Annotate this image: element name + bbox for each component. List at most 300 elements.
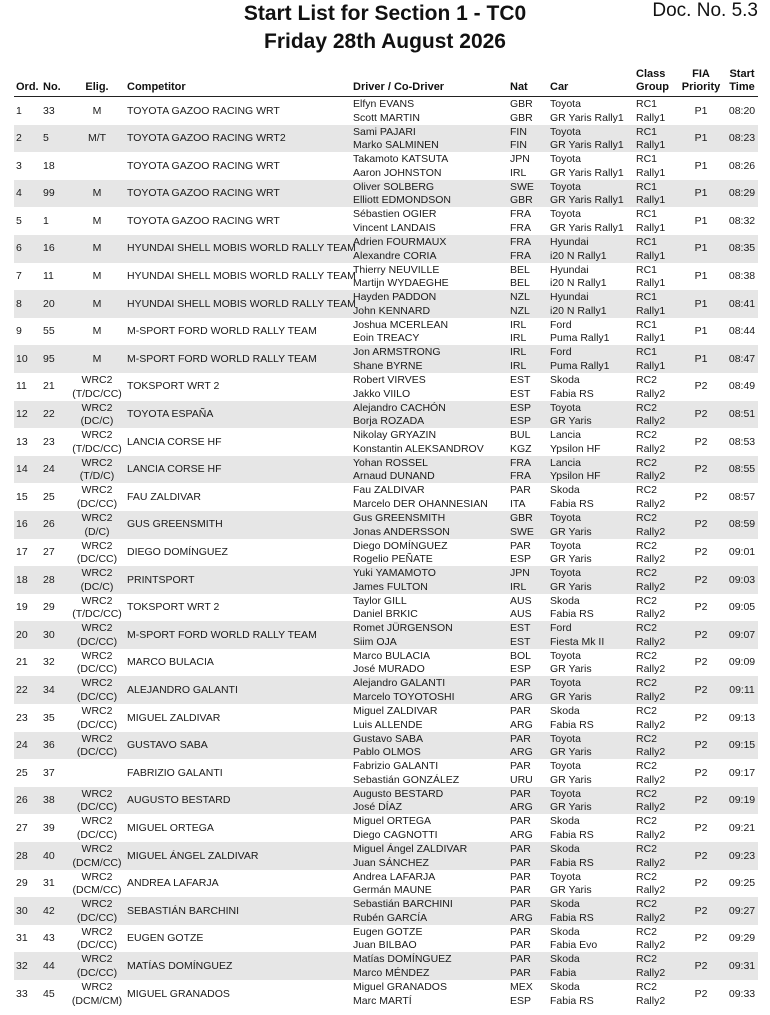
row-car-model: Fabia RS <box>550 497 594 510</box>
header-nat: Nat <box>510 81 528 93</box>
row-eligibility: WRC2 <box>81 898 113 911</box>
table-row <box>14 290 758 318</box>
row-eligibility-detail: (D/C) <box>84 525 110 538</box>
row-driver-nat: GBR <box>510 511 533 524</box>
row-driver: Hayden PADDON <box>353 291 437 304</box>
row-codriver-nat: ESP <box>510 994 532 1007</box>
row-number: 36 <box>43 739 55 752</box>
row-class: RC1 <box>636 98 658 110</box>
row-driver-nat: PAR <box>510 760 531 773</box>
row-driver: Fabrizio GALANTI <box>353 760 439 773</box>
table-row <box>14 566 758 594</box>
row-driver-nat: AUS <box>510 594 532 607</box>
row-eligibility: M <box>92 214 102 227</box>
row-number: 27 <box>43 546 55 558</box>
row-priority: P1 <box>694 270 708 283</box>
row-group: Rally2 <box>636 773 666 786</box>
row-class: RC1 <box>636 235 658 248</box>
row-competitor: GUSTAVO SABA <box>127 739 208 752</box>
row-driver: Romet JÜRGENSON <box>353 622 453 635</box>
row-eligibility: WRC2 <box>81 622 113 635</box>
row-codriver: Marco MÉNDEZ <box>353 967 430 979</box>
row-eligibility: WRC2 <box>81 567 113 580</box>
row-class: RC1 <box>636 346 658 359</box>
row-driver: Yohan ROSSEL <box>353 456 428 469</box>
table-row <box>14 704 758 732</box>
table-row <box>14 263 758 291</box>
table-row <box>14 621 758 649</box>
row-class: RC2 <box>636 649 658 662</box>
row-driver: Yuki YAMAMOTO <box>353 567 436 580</box>
row-competitor: LANCIA CORSE HF <box>127 463 222 476</box>
row-start-time: 08:57 <box>728 490 756 503</box>
row-codriver: Martijn WYDAEGHE <box>353 277 449 290</box>
row-eligibility-detail: (DC/CC) <box>76 829 118 842</box>
row-class: RC2 <box>636 677 658 690</box>
row-start-time: 08:59 <box>728 518 756 531</box>
row-codriver: Marko SALMINEN <box>353 139 439 152</box>
row-eligibility-detail: (DC/C) <box>80 415 114 428</box>
row-codriver-nat: URU <box>510 773 533 786</box>
row-codriver: Borja ROZADA <box>353 415 425 428</box>
row-driver-nat: ESP <box>510 401 532 414</box>
row-codriver-nat: IRL <box>510 332 527 345</box>
row-competitor: M-SPORT FORD WORLD RALLY TEAM <box>127 352 317 365</box>
row-eligibility-detail: (DC/CC) <box>76 801 118 814</box>
row-class: RC2 <box>636 870 658 883</box>
table-row <box>14 401 758 429</box>
row-codriver-nat: ARG <box>510 718 533 731</box>
row-car-make: Toyota <box>550 98 581 110</box>
row-eligibility-detail: (DCM/CC) <box>72 856 122 869</box>
row-competitor: M-SPORT FORD WORLD RALLY TEAM <box>127 628 317 641</box>
row-priority: P2 <box>694 573 708 586</box>
row-car-make: Hyundai <box>550 291 589 304</box>
row-car-make: Skoda <box>550 373 580 386</box>
row-driver-nat: NZL <box>510 291 530 304</box>
row-driver-nat: PAR <box>510 484 531 497</box>
row-class: RC2 <box>636 567 658 580</box>
row-start-time: 09:03 <box>728 573 756 586</box>
row-group: Rally2 <box>636 442 666 455</box>
row-ord: 30 <box>16 904 28 917</box>
row-start-time: 09:05 <box>728 601 756 614</box>
row-competitor: M-SPORT FORD WORLD RALLY TEAM <box>127 325 317 338</box>
row-driver-nat: SWE <box>510 180 534 193</box>
row-car-model: GR Yaris Rally1 <box>550 111 624 124</box>
row-group: Rally1 <box>636 277 666 290</box>
row-ord: 8 <box>16 297 22 310</box>
table-row <box>14 925 758 953</box>
row-driver: Sami PAJARI <box>353 125 416 138</box>
row-codriver: José MURADO <box>353 663 425 676</box>
row-car-make: Ford <box>550 318 572 331</box>
row-competitor: TOKSPORT WRT 2 <box>127 380 220 393</box>
row-eligibility: WRC2 <box>81 649 113 662</box>
table-row <box>14 152 758 180</box>
row-car-make: Skoda <box>550 925 580 938</box>
row-ord: 7 <box>16 270 22 283</box>
row-class: RC2 <box>636 925 658 938</box>
row-car-make: Ford <box>550 346 572 359</box>
row-driver: Robert VIRVES <box>353 373 426 386</box>
row-group: Rally2 <box>636 967 666 979</box>
row-priority: P2 <box>694 518 708 531</box>
row-priority: P1 <box>694 325 708 338</box>
row-eligibility: M <box>92 270 102 283</box>
row-competitor: TOYOTA ESPAÑA <box>127 408 214 421</box>
row-codriver-nat: ESP <box>510 415 532 428</box>
row-car-model: Fabia RS <box>550 608 594 621</box>
row-number: 95 <box>43 352 55 365</box>
row-group: Rally1 <box>636 166 666 179</box>
row-driver-nat: GBR <box>510 98 533 110</box>
row-eligibility-detail: (DC/CC) <box>76 967 118 979</box>
row-group: Rally2 <box>636 939 666 952</box>
row-codriver-nat: FRA <box>510 470 531 483</box>
row-codriver: Sebastián GONZÁLEZ <box>353 773 460 786</box>
row-competitor: MIGUEL GRANADOS <box>127 987 230 1000</box>
row-codriver-nat: AUS <box>510 608 532 621</box>
row-eligibility: M <box>92 352 102 365</box>
row-car-model: GR Yaris <box>550 663 592 676</box>
table-row <box>14 787 758 815</box>
row-car-make: Toyota <box>550 539 581 552</box>
row-priority: P1 <box>694 159 708 172</box>
row-driver-nat: PAR <box>510 705 531 718</box>
row-car-model: Puma Rally1 <box>550 332 610 345</box>
table-row <box>14 483 758 511</box>
row-number: 1 <box>43 214 49 227</box>
row-group: Rally2 <box>636 553 666 566</box>
table-row <box>14 952 758 980</box>
row-driver-nat: FRA <box>510 208 531 221</box>
row-car-make: Toyota <box>550 567 581 580</box>
table-row <box>14 511 758 539</box>
row-class: RC2 <box>636 456 658 469</box>
row-car-model: GR Yaris <box>550 691 592 704</box>
row-codriver: Konstantin ALEKSANDROV <box>353 442 484 455</box>
row-class: RC2 <box>636 484 658 497</box>
row-number: 99 <box>43 187 55 200</box>
row-codriver-nat: SWE <box>510 525 534 538</box>
row-group: Rally1 <box>636 249 666 262</box>
row-codriver: Juan SÁNCHEZ <box>353 856 429 869</box>
row-group: Rally2 <box>636 470 666 483</box>
row-codriver-nat: PAR <box>510 884 531 897</box>
row-car-model: GR Yaris <box>550 580 592 593</box>
row-driver-nat: BOL <box>510 649 532 662</box>
row-codriver: Rubén GARCÍA <box>353 911 428 924</box>
row-car-model: GR Yaris Rally1 <box>550 139 624 152</box>
row-ord: 33 <box>16 987 28 1000</box>
row-group: Rally2 <box>636 746 666 759</box>
header-start: Start <box>729 68 755 80</box>
row-driver-nat: PAR <box>510 925 531 938</box>
row-driver-nat: PAR <box>510 539 531 552</box>
row-driver-nat: FIN <box>510 125 527 138</box>
row-priority: P2 <box>694 656 708 669</box>
row-class: RC2 <box>636 953 658 966</box>
row-competitor: MARCO BULACIA <box>127 656 214 669</box>
row-codriver-nat: EST <box>510 387 531 400</box>
row-ord: 4 <box>16 187 22 200</box>
row-class: RC2 <box>636 373 658 386</box>
row-competitor: TOYOTA GAZOO RACING WRT <box>127 214 280 227</box>
table-row <box>14 456 758 484</box>
header-no: No. <box>43 81 61 93</box>
row-car-model: i20 N Rally1 <box>550 304 607 317</box>
row-class: RC1 <box>636 153 658 166</box>
row-ord: 9 <box>16 325 22 338</box>
row-codriver: Siim OJA <box>353 635 397 648</box>
row-ord: 26 <box>16 794 28 807</box>
row-driver: Elfyn EVANS <box>353 98 415 110</box>
row-class: RC1 <box>636 125 658 138</box>
row-eligibility: WRC2 <box>81 870 113 883</box>
row-car-make: Toyota <box>550 732 581 745</box>
row-car-model: GR Yaris <box>550 553 592 566</box>
row-car-make: Toyota <box>550 677 581 690</box>
row-ord: 17 <box>16 546 28 558</box>
row-car-make: Skoda <box>550 484 580 497</box>
row-group: Rally1 <box>636 111 666 124</box>
row-car-model: Ypsilon HF <box>550 470 601 483</box>
page-title-line-1: Start List for Section 1 - TC0 <box>243 2 527 25</box>
row-priority: P2 <box>694 601 708 614</box>
row-priority: P2 <box>694 959 708 972</box>
row-class: RC2 <box>636 622 658 635</box>
row-codriver-nat: IRL <box>510 359 527 372</box>
row-group: Rally2 <box>636 829 666 842</box>
row-group: Rally2 <box>636 525 666 538</box>
row-car-make: Skoda <box>550 705 580 718</box>
row-codriver: Aaron JOHNSTON <box>353 166 442 179</box>
row-driver-nat: IRL <box>510 346 527 359</box>
row-priority: P1 <box>694 297 708 310</box>
header-elig: Elig. <box>85 81 109 93</box>
row-car-make: Toyota <box>550 649 581 662</box>
row-eligibility-detail: (T/DC/CC) <box>72 442 122 455</box>
row-number: 25 <box>43 490 55 503</box>
row-number: 28 <box>43 573 55 586</box>
row-ord: 14 <box>16 463 28 476</box>
row-codriver: Elliott EDMONDSON <box>353 194 452 207</box>
row-start-time: 09:21 <box>728 821 756 834</box>
row-ord: 28 <box>16 849 28 862</box>
row-competitor: GUS GREENSMITH <box>127 518 223 531</box>
row-ord: 25 <box>16 766 28 779</box>
row-driver-nat: JPN <box>510 567 530 580</box>
row-eligibility: WRC2 <box>81 981 113 993</box>
row-number: 31 <box>43 877 55 890</box>
row-start-time: 08:29 <box>728 187 756 200</box>
row-number: 55 <box>43 325 55 338</box>
table-row <box>14 732 758 760</box>
row-group: Rally1 <box>636 359 666 372</box>
row-start-time: 08:32 <box>728 214 756 227</box>
table-row <box>14 373 758 401</box>
row-ord: 1 <box>16 104 22 117</box>
row-codriver-nat: ARG <box>510 911 533 924</box>
row-start-time: 09:15 <box>728 739 756 752</box>
row-competitor: TOYOTA GAZOO RACING WRT <box>127 159 280 172</box>
row-codriver-nat: KGZ <box>510 442 532 455</box>
row-codriver: Germán MAUNE <box>353 884 432 897</box>
header-class: Class <box>636 68 666 80</box>
row-ord: 20 <box>16 628 28 641</box>
row-car-model: Fiesta Mk II <box>550 635 605 648</box>
row-priority: P2 <box>694 408 708 421</box>
row-priority: P2 <box>694 794 708 807</box>
row-group: Rally1 <box>636 139 666 152</box>
table-row <box>14 980 758 1008</box>
row-priority: P2 <box>694 904 708 917</box>
row-eligibility: WRC2 <box>81 732 113 745</box>
row-priority: P1 <box>694 132 708 145</box>
row-start-time: 08:23 <box>728 132 756 145</box>
row-start-time: 08:47 <box>728 352 756 365</box>
row-eligibility-detail: (DC/CC) <box>76 553 118 566</box>
row-start-time: 08:51 <box>728 408 756 421</box>
row-number: 26 <box>43 518 55 531</box>
table-row <box>14 870 758 898</box>
row-start-time: 09:11 <box>729 683 755 696</box>
row-number: 42 <box>43 904 55 917</box>
row-start-time: 08:44 <box>728 325 756 338</box>
row-class: RC2 <box>636 732 658 745</box>
row-group: Rally2 <box>636 911 666 924</box>
row-number: 24 <box>43 463 55 476</box>
row-driver: Taylor GILL <box>353 594 407 607</box>
row-ord: 32 <box>16 959 28 972</box>
row-car-make: Lancia <box>550 429 581 442</box>
row-codriver: Marcelo DER OHANNESIAN <box>353 497 488 510</box>
row-competitor: AUGUSTO BESTARD <box>127 794 231 807</box>
header-group: Group <box>636 81 669 93</box>
row-car-model: Fabia RS <box>550 829 594 842</box>
row-eligibility: WRC2 <box>81 484 113 497</box>
header-class-group <box>636 68 669 94</box>
row-class: RC1 <box>636 208 658 221</box>
table-row <box>14 676 758 704</box>
row-eligibility-detail: (DCM/CC) <box>72 884 122 897</box>
row-driver: Miguel ORTEGA <box>353 815 431 828</box>
row-number: 40 <box>43 849 55 862</box>
row-codriver-nat: PAR <box>510 939 531 952</box>
row-class: RC2 <box>636 511 658 524</box>
row-codriver: Alexandre CORIA <box>353 249 437 262</box>
row-priority: P2 <box>694 490 708 503</box>
row-codriver-nat: GBR <box>510 111 533 124</box>
row-priority: P2 <box>694 463 708 476</box>
row-number: 21 <box>43 380 55 393</box>
row-codriver-nat: NZL <box>510 304 530 317</box>
row-eligibility-detail: (DC/CC) <box>76 635 118 648</box>
row-driver-nat: PAR <box>510 953 531 966</box>
row-number: 18 <box>43 159 55 172</box>
row-eligibility: M <box>92 104 102 117</box>
row-start-time: 09:31 <box>728 959 756 972</box>
row-driver: Diego DOMÍNGUEZ <box>353 539 448 552</box>
row-competitor: ALEJANDRO GALANTI <box>127 683 238 696</box>
row-codriver-nat: ESP <box>510 553 532 566</box>
row-competitor: HYUNDAI SHELL MOBIS WORLD RALLY TEAM <box>127 297 356 310</box>
row-driver: Alejandro CACHÓN <box>353 401 446 414</box>
row-competitor: SEBASTIÁN BARCHINI <box>127 904 240 917</box>
row-driver: Adrien FOURMAUX <box>353 235 447 248</box>
row-driver-nat: PAR <box>510 732 531 745</box>
row-priority: P2 <box>694 987 708 1000</box>
row-ord: 22 <box>16 683 28 696</box>
row-car-model: Fabia Evo <box>550 939 598 952</box>
row-driver-nat: BUL <box>510 429 531 442</box>
row-ord: 2 <box>16 132 22 145</box>
row-number: 37 <box>43 766 55 779</box>
row-driver: Eugen GOTZE <box>353 925 423 938</box>
row-codriver-nat: ITA <box>510 497 526 510</box>
row-group: Rally2 <box>636 635 666 648</box>
row-start-time: 09:19 <box>728 794 756 807</box>
row-ord: 13 <box>16 435 28 448</box>
header-ord: Ord. <box>16 81 39 93</box>
row-codriver-nat: ARG <box>510 746 533 759</box>
row-driver: Marco BULACIA <box>353 649 431 662</box>
row-codriver: Jonas ANDERSSON <box>353 525 450 538</box>
row-start-time: 08:49 <box>728 380 756 393</box>
row-number: 22 <box>43 408 55 421</box>
table-row <box>14 594 758 622</box>
row-codriver: Marc MARTÍ <box>353 994 412 1007</box>
row-car-model: Fabia RS <box>550 856 594 869</box>
row-driver: Oliver SOLBERG <box>353 180 435 193</box>
row-group: Rally2 <box>636 801 666 814</box>
row-car-model: GR Yaris <box>550 884 592 897</box>
row-car-model: Fabia <box>550 967 577 979</box>
row-class: RC2 <box>636 539 658 552</box>
row-ord: 15 <box>16 490 28 503</box>
table-row <box>14 428 758 456</box>
row-priority: P1 <box>694 187 708 200</box>
row-driver: Miguel Ángel ZALDIVAR <box>353 843 468 856</box>
row-class: RC2 <box>636 815 658 828</box>
row-group: Rally2 <box>636 387 666 400</box>
row-codriver: Pablo OLMOS <box>353 746 421 759</box>
row-priority: P1 <box>694 214 708 227</box>
row-codriver-nat: BEL <box>510 277 530 290</box>
row-competitor: LANCIA CORSE HF <box>127 435 222 448</box>
row-ord: 21 <box>16 656 28 669</box>
row-eligibility: WRC2 <box>81 677 113 690</box>
table-row <box>14 814 758 842</box>
row-competitor: DIEGO DOMÍNGUEZ <box>127 546 228 558</box>
row-start-time: 09:33 <box>728 987 756 1000</box>
row-eligibility-detail: (T/DC/CC) <box>72 387 122 400</box>
row-competitor: MIGUEL ZALDIVAR <box>127 711 221 724</box>
row-codriver-nat: PAR <box>510 856 531 869</box>
row-number: 5 <box>43 132 49 145</box>
row-ord: 19 <box>16 601 28 614</box>
row-car-model: GR Yaris <box>550 746 592 759</box>
row-start-time: 09:09 <box>728 656 756 669</box>
row-number: 20 <box>43 297 55 310</box>
row-eligibility-detail: (DC/CC) <box>76 691 118 704</box>
row-ord: 6 <box>16 242 22 255</box>
row-number: 34 <box>43 683 55 696</box>
table-header <box>14 66 758 97</box>
row-start-time: 08:53 <box>728 435 756 448</box>
row-eligibility-detail: (DC/CC) <box>76 718 118 731</box>
